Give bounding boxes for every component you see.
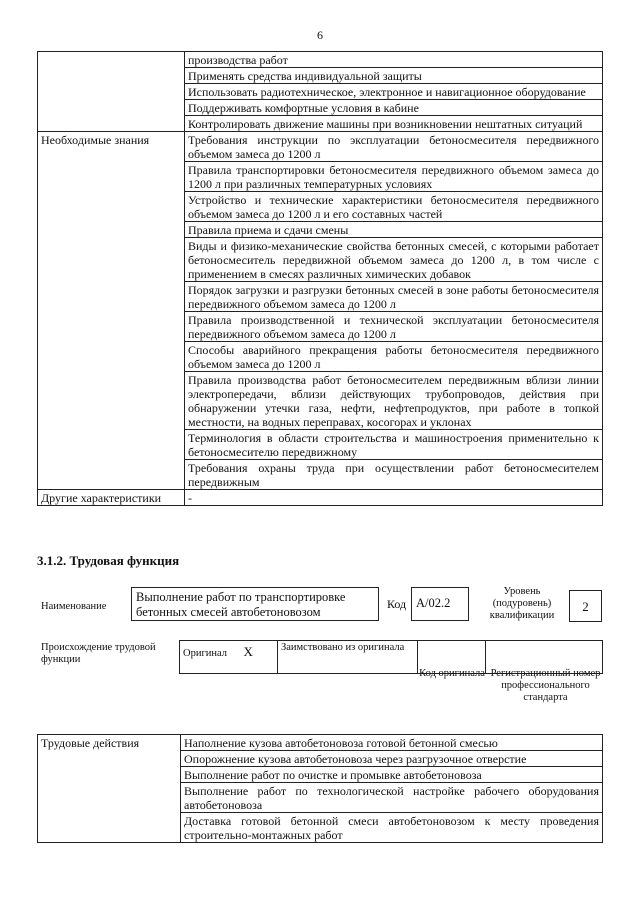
table-row bbox=[38, 490, 603, 506]
knowledge-item: Устройство и технические характеристики бетоносмесителя передвижного объемом замеса до 1200 л и его составных частей bbox=[185, 192, 603, 222]
reg-number-label: Регистрационный номер профессионального стандарта bbox=[490, 668, 601, 703]
knowledge-item: Правила приема и сдачи смены bbox=[185, 222, 603, 238]
borrowed-label: Заимствовано из оригинала bbox=[278, 641, 418, 674]
labor-action-item: Наполнение кузова автобетоновоза готовой бетонной смесью bbox=[181, 735, 603, 751]
code-label: Код bbox=[387, 597, 407, 611]
other-characteristics-label: Другие характеристики bbox=[38, 490, 185, 506]
origin-label: Происхождение трудовой функции bbox=[41, 642, 156, 665]
skill-item: производства работ bbox=[185, 52, 603, 68]
knowledge-item: Правила производственной и технической эксплуатации бетоносмесителя передвижного объемом замеса до 1200 л bbox=[185, 312, 603, 342]
table-row bbox=[38, 132, 603, 162]
name-label: Наименование bbox=[41, 601, 107, 612]
knowledge-item: Терминология в области строительства и машиностроения применительно к бетоносмесителю передвижному bbox=[185, 430, 603, 460]
labor-action-item: Опорожнение кузова автобетоновоза через разгрузочное отверстие bbox=[181, 751, 603, 767]
section-title: 3.1.2. Трудовая функция bbox=[37, 553, 180, 568]
knowledge-item: Виды и физико-механические свойства бетонных смесей, с которыми работает бетоносмеситель передвижной объемом замеса до 1200 л, в том числе с применением в смесях различных химических добавок bbox=[185, 238, 603, 282]
level-label: Уровень (подуровень) квалификации bbox=[489, 586, 555, 621]
knowledge-item: Правила производства работ бетоносмесителем передвижным вблизи линии электропередачи, вблизи действующих трубопроводов, действия при обнаружении утечки газа, нефти, нефтепродуктов, при работе в топкой местности, на водных переправах, косогорах и уклонах bbox=[185, 372, 603, 430]
knowledge-item: Порядок загрузки и разгрузки бетонных смесей в зоне работы бетоносмесителя передвижного объемом замеса до 1200 л bbox=[185, 282, 603, 312]
original-label: Оригинал bbox=[180, 641, 241, 674]
knowledge-item: Требования охраны труда при осуществлении работ бетоносмесителем передвижным bbox=[185, 460, 603, 490]
function-code-box: А/02.2 bbox=[411, 587, 469, 621]
original-mark: X bbox=[241, 641, 278, 674]
labor-action-item: Выполнение работ по очистке и промывке автобетоновоза bbox=[181, 767, 603, 783]
knowledge-item: Правила транспортировки бетоносмесителя передвижного объемом замеса до 1200 л при различных температурных условиях bbox=[185, 162, 603, 192]
page-number: 6 bbox=[317, 28, 323, 42]
labor-actions-label: Трудовые действия bbox=[38, 735, 181, 843]
skill-item: Контролировать движение машины при возникновении нештатных ситуаций bbox=[185, 116, 603, 132]
table-row bbox=[38, 735, 603, 751]
knowledge-item: Способы аварийного прекращения работы бетоносмесителя передвижного объемом замеса до 1200 л bbox=[185, 342, 603, 372]
skill-item: Применять средства индивидуальной защиты bbox=[185, 68, 603, 84]
labor-action-item: Доставка готовой бетонной смеси автобетоновозом к месту проведения строительно-монтажных работ bbox=[181, 813, 603, 843]
skills-knowledge-table bbox=[37, 51, 603, 506]
skill-item: Поддерживать комфортные условия в кабине bbox=[185, 100, 603, 116]
code-original-label: Код оригинала bbox=[419, 668, 485, 679]
qualification-level-box: 2 bbox=[569, 590, 602, 622]
skill-item: Использовать радиотехническое, электронное и навигационное оборудование bbox=[185, 84, 603, 100]
skills-label-cell bbox=[38, 52, 185, 132]
table-row bbox=[38, 52, 603, 68]
function-name-box: Выполнение работ по транспортировке бетонных смесей автобетоновозом bbox=[131, 587, 379, 621]
labor-actions-table bbox=[37, 734, 603, 843]
other-characteristics-value: - bbox=[185, 490, 603, 506]
knowledge-item: Требования инструкции по эксплуатации бетоносмесителя передвижного объемом замеса до 1200 л bbox=[185, 132, 603, 162]
knowledge-label: Необходимые знания bbox=[38, 132, 185, 490]
labor-action-item: Выполнение работ по технологической настройке рабочего оборудования автобетоновоза bbox=[181, 783, 603, 813]
